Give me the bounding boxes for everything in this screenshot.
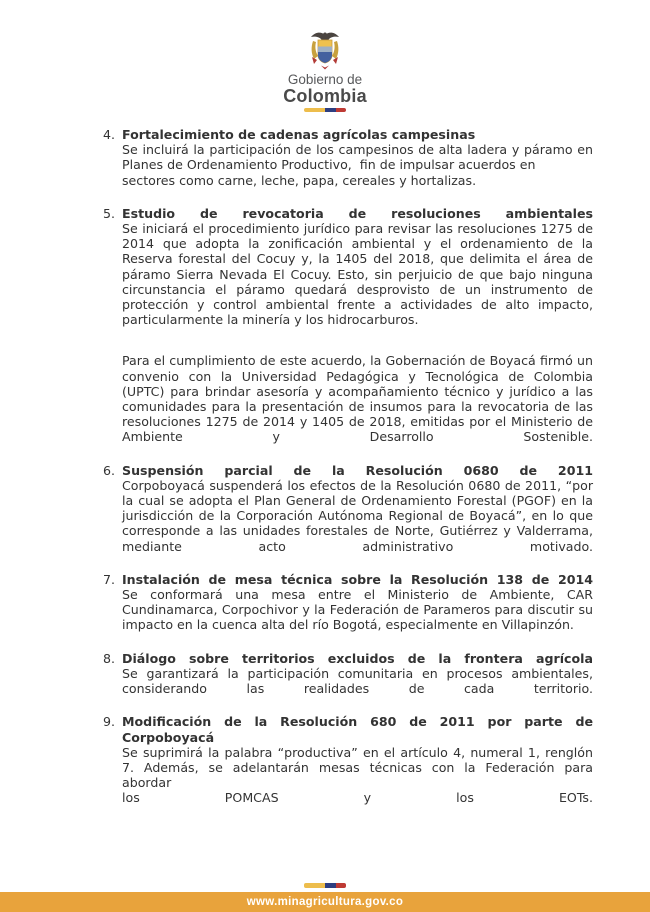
logo-text-colombia: Colombia bbox=[283, 86, 367, 106]
body-line: sectores como carne, leche, papa, cereales y hortalizas. bbox=[122, 172, 477, 188]
body-line: circunstancia el páramo quedará desprovisto de un instrumento de bbox=[122, 281, 593, 297]
body-line: mediante acto administrativo motivado. bbox=[122, 538, 593, 554]
item-number: 8. bbox=[103, 650, 116, 666]
flag-red-band bbox=[336, 108, 347, 112]
item-paragraph bbox=[122, 478, 593, 554]
body-line: páramo Sierra Nevada El Cocuy. Esto, sin perjuicio de que bajo ninguna bbox=[122, 266, 593, 282]
list-item bbox=[103, 714, 598, 806]
colombia-flag-strip-footer bbox=[304, 883, 346, 888]
item-body bbox=[122, 572, 593, 633]
item-title-line: Instalación de mesa técnica sobre la Resolución 138 de 2014 bbox=[122, 571, 593, 587]
list-item bbox=[103, 206, 593, 445]
item-title-line: Modificación de la Resolución 680 de 2011 por parte de bbox=[122, 714, 593, 730]
item-body bbox=[122, 651, 593, 697]
body-line: Corpoboyacá suspenderá los efectos de la Resolución 0680 de 2011, “por bbox=[122, 477, 593, 493]
body-line: convenio con la Universidad Pedagógica y Tecnológica de Colombia bbox=[122, 368, 593, 384]
item-paragraph bbox=[122, 142, 593, 188]
item-number: 5. bbox=[103, 205, 116, 221]
item-title-line: Fortalecimiento de cadenas agrícolas campesinas bbox=[122, 127, 476, 142]
body-line: comunidades para la presentación de insumos para la revocatoria de las bbox=[122, 399, 593, 415]
body-line: particularmente la minería y los hidrocarburos. bbox=[122, 312, 419, 328]
body-line: jurisdicción de la Corporación Autónoma Regional de Boyacá”, en lo que bbox=[122, 508, 593, 524]
list-item bbox=[103, 651, 593, 697]
body-line: resoluciones 1275 de 2014 y 1405 de 2018, emitidas por el Ministerio de bbox=[122, 414, 593, 430]
body-line: Reserva forestal del Cocuy y, la 1405 del 2018, que delimita el área de bbox=[122, 251, 593, 267]
item-title-line: Corpoboyacá bbox=[122, 729, 215, 745]
ministry-website-link[interactable]: www.minagricultura.gov.co bbox=[246, 896, 404, 908]
item-body bbox=[122, 127, 593, 188]
body-line: Se conformará una mesa entre el Ministerio de Ambiente, CAR bbox=[122, 587, 593, 603]
item-paragraph bbox=[122, 666, 593, 696]
item-paragraph bbox=[122, 353, 593, 444]
flag-yellow-band bbox=[304, 883, 325, 888]
body-line: impacto en la cuenca alta del río Bogotá, especialmente en Villapinzón. bbox=[122, 617, 574, 633]
body-line: Planes de Ordenamiento Productivo, fin de impulsar acuerdos en bbox=[122, 157, 536, 173]
body-line: la cual se adopta el Plan General de Ordenamiento Forestal (PGOF) en la bbox=[122, 493, 593, 509]
item-title-line: Estudio de revocatoria de resoluciones ambientales bbox=[122, 205, 593, 221]
item-paragraph bbox=[122, 587, 593, 633]
page-footer bbox=[0, 883, 650, 912]
body-line: Se suprimirá la palabra “productiva” en el artículo 4, numeral 1, renglón bbox=[122, 744, 593, 760]
item-paragraph bbox=[122, 744, 598, 806]
flag-blue-band bbox=[325, 108, 336, 112]
flag-red-band bbox=[336, 883, 347, 888]
body-line: Se incluirá la participación de los campesinos de alta ladera y páramo en bbox=[122, 142, 593, 158]
body-line: Se garantizará la participación comunitaria en procesos ambientales, bbox=[122, 665, 593, 681]
flag-blue-band bbox=[325, 883, 336, 888]
item-paragraph bbox=[122, 221, 593, 327]
list-item bbox=[103, 127, 593, 188]
logo-text-gobierno-de: Gobierno de bbox=[287, 72, 363, 87]
body-line: Para el cumplimiento de este acuerdo, la Gobernación de Boyacá firmó un bbox=[122, 353, 593, 369]
body-line: Ambiente y Desarrollo Sostenible. bbox=[122, 429, 593, 445]
body-line: 7. Además, se adelantarán mesas técnicas con la Federación para abordar bbox=[122, 759, 598, 791]
body-line: corresponde a las unidades forestales de Norte, Gutiérrez y Valderrama, bbox=[122, 523, 593, 539]
item-body bbox=[122, 206, 593, 445]
item-title-line: Diálogo sobre territorios excluidos de la frontera agrícola bbox=[122, 650, 593, 666]
body-line: 2014 que adopta la zonificación ambiental y el ordenamiento de la bbox=[122, 236, 593, 252]
body-line: Se iniciará el procedimiento jurídico para revisar las resoluciones 1275 de bbox=[122, 221, 593, 237]
footer-url-bar bbox=[0, 892, 650, 912]
item-number: 4. bbox=[103, 127, 116, 142]
body-line: los POMCAS y los EOTs. bbox=[122, 790, 593, 806]
body-line: (UPTC) para brindar asesoría y acompañamiento técnico y jurídico a las bbox=[122, 383, 593, 399]
colombia-coat-of-arms-icon bbox=[305, 29, 345, 71]
item-number: 9. bbox=[103, 714, 116, 730]
body-line: protección y control ambiental frente a actividades de alto impacto, bbox=[122, 297, 593, 313]
list-item bbox=[103, 572, 593, 633]
document-items bbox=[103, 127, 598, 806]
flag-yellow-band bbox=[304, 108, 325, 112]
item-number: 6. bbox=[103, 462, 116, 478]
item-body bbox=[122, 463, 593, 554]
item-number: 7. bbox=[103, 571, 116, 587]
body-line: considerando las realidades de cada territorio. bbox=[122, 681, 593, 697]
item-title-line: Suspensión parcial de la Resolución 0680 de 2011 bbox=[122, 462, 593, 478]
colombia-flag-strip bbox=[304, 108, 346, 112]
list-item bbox=[103, 463, 593, 554]
item-body bbox=[122, 714, 598, 806]
page-header bbox=[0, 0, 650, 112]
body-line: Cundinamarca, Corpochivor y la Federación de Parameros para discutir su bbox=[122, 602, 593, 618]
